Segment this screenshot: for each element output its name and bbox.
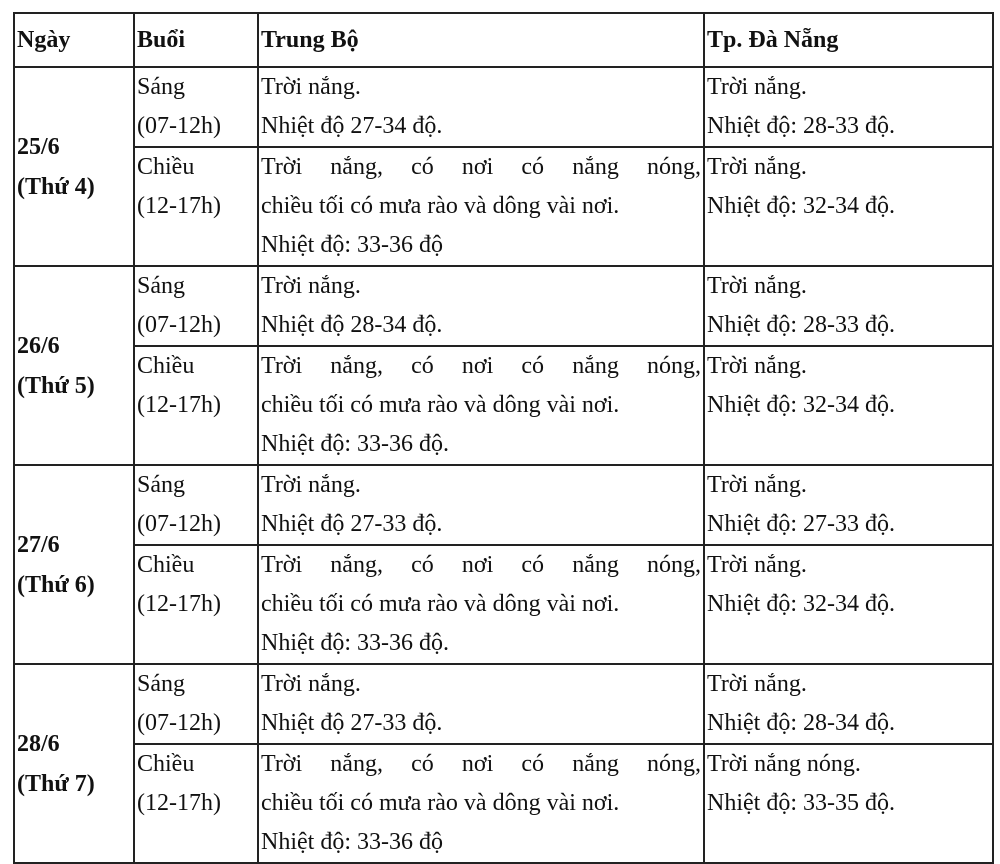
forecast-line: Trời nắng nóng. [707,751,861,777]
forecast-line: chiều tối có mưa rào và dông vài nơi. [261,591,620,617]
da-nang-forecast [704,67,993,147]
forecast-line: Trời nắng. [707,552,807,578]
session-cell [134,545,258,664]
forecast-line: chiều tối có mưa rào và dông vài nơi. [261,193,620,219]
table-row [14,266,993,346]
day-cell [14,465,134,664]
session-cell [134,67,258,147]
day-weekday: (Thứ 6) [17,571,95,598]
forecast-line: Trời nắng. [707,154,807,180]
forecast-line: Nhiệt độ: 27-33 độ. [707,511,895,537]
forecast-line: Nhiệt độ: 33-36 độ. [261,431,449,457]
header-row [14,13,993,67]
header-day: Ngày [14,13,134,67]
day-weekday: (Thứ 4) [17,173,95,200]
forecast-line: Nhiệt độ: 32-34 độ. [707,392,895,418]
session-label: Sáng [137,671,185,697]
forecast-line: Trời nắng, có nơi có nắng nóng, [261,751,701,777]
session-label: Sáng [137,472,185,498]
session-hours: (12-17h) [137,790,221,816]
table-row [14,346,993,465]
table-row [14,465,993,545]
forecast-line: Nhiệt độ: 32-34 độ. [707,193,895,219]
header-da-nang: Tp. Đà Nẵng [704,13,993,67]
session-hours: (07-12h) [137,312,221,338]
session-hours: (07-12h) [137,710,221,736]
session-hours: (07-12h) [137,511,221,537]
central-region-forecast [258,465,704,545]
day-weekday: (Thứ 7) [17,770,95,797]
forecast-line: Nhiệt độ: 33-36 độ [261,232,443,258]
day-cell [14,664,134,863]
da-nang-forecast [704,266,993,346]
session-label: Chiều [137,353,195,379]
forecast-line: Nhiệt độ: 32-34 độ. [707,591,895,617]
forecast-line: Trời nắng. [707,472,807,498]
forecast-line: Trời nắng, có nơi có nắng nóng, [261,154,701,180]
forecast-line: Trời nắng. [261,671,361,697]
da-nang-forecast [704,465,993,545]
central-region-forecast [258,147,704,266]
forecast-body [14,67,993,863]
forecast-line: Trời nắng. [261,273,361,299]
forecast-line: Nhiệt độ 27-33 độ. [261,511,443,537]
central-region-forecast [258,266,704,346]
central-region-forecast [258,346,704,465]
session-label: Chiều [137,154,195,180]
forecast-line: Trời nắng, có nơi có nắng nóng, [261,552,701,578]
central-region-forecast [258,545,704,664]
forecast-line: Trời nắng. [707,353,807,379]
forecast-line: Trời nắng. [707,671,807,697]
session-cell [134,266,258,346]
forecast-line: chiều tối có mưa rào và dông vài nơi. [261,790,620,816]
session-hours: (12-17h) [137,392,221,418]
forecast-line: Nhiệt độ: 33-36 độ. [261,630,449,656]
session-cell [134,744,258,863]
da-nang-forecast [704,664,993,744]
forecast-line: chiều tối có mưa rào và dông vài nơi. [261,392,620,418]
da-nang-forecast [704,545,993,664]
session-hours: (07-12h) [137,113,221,139]
session-cell [134,346,258,465]
forecast-line: Nhiệt độ: 33-36 độ [261,829,443,855]
central-region-forecast [258,67,704,147]
da-nang-forecast [704,744,993,863]
da-nang-forecast [704,346,993,465]
central-region-forecast [258,664,704,744]
forecast-line: Nhiệt độ: 33-35 độ. [707,790,895,816]
forecast-line: Nhiệt độ: 28-33 độ. [707,113,895,139]
day-date: 27/6 [17,531,60,558]
table-row [14,147,993,266]
table-row [14,67,993,147]
session-label: Sáng [137,273,185,299]
forecast-line: Nhiệt độ 27-33 độ. [261,710,443,736]
forecast-line: Nhiệt độ 28-34 độ. [261,312,443,338]
table-row [14,545,993,664]
day-date: 26/6 [17,332,60,359]
day-cell [14,67,134,266]
forecast-line: Trời nắng. [261,472,361,498]
forecast-line: Nhiệt độ: 28-33 độ. [707,312,895,338]
session-label: Chiều [137,751,195,777]
session-hours: (12-17h) [137,591,221,617]
table-row [14,744,993,863]
session-label: Chiều [137,552,195,578]
session-cell [134,664,258,744]
header-session: Buổi [134,13,258,67]
day-date: 25/6 [17,133,60,160]
forecast-line: Nhiệt độ 27-34 độ. [261,113,443,139]
session-hours: (12-17h) [137,193,221,219]
session-cell [134,147,258,266]
session-label: Sáng [137,74,185,100]
forecast-line: Trời nắng. [261,74,361,100]
forecast-line: Trời nắng. [707,273,807,299]
forecast-line: Nhiệt độ: 28-34 độ. [707,710,895,736]
day-date: 28/6 [17,730,60,757]
forecast-line: Trời nắng. [707,74,807,100]
weather-forecast-table [13,12,994,864]
table-row [14,664,993,744]
day-weekday: (Thứ 5) [17,372,95,399]
day-cell [14,266,134,465]
header-central-region: Trung Bộ [258,13,704,67]
central-region-forecast [258,744,704,863]
forecast-line: Trời nắng, có nơi có nắng nóng, [261,353,701,379]
da-nang-forecast [704,147,993,266]
session-cell [134,465,258,545]
